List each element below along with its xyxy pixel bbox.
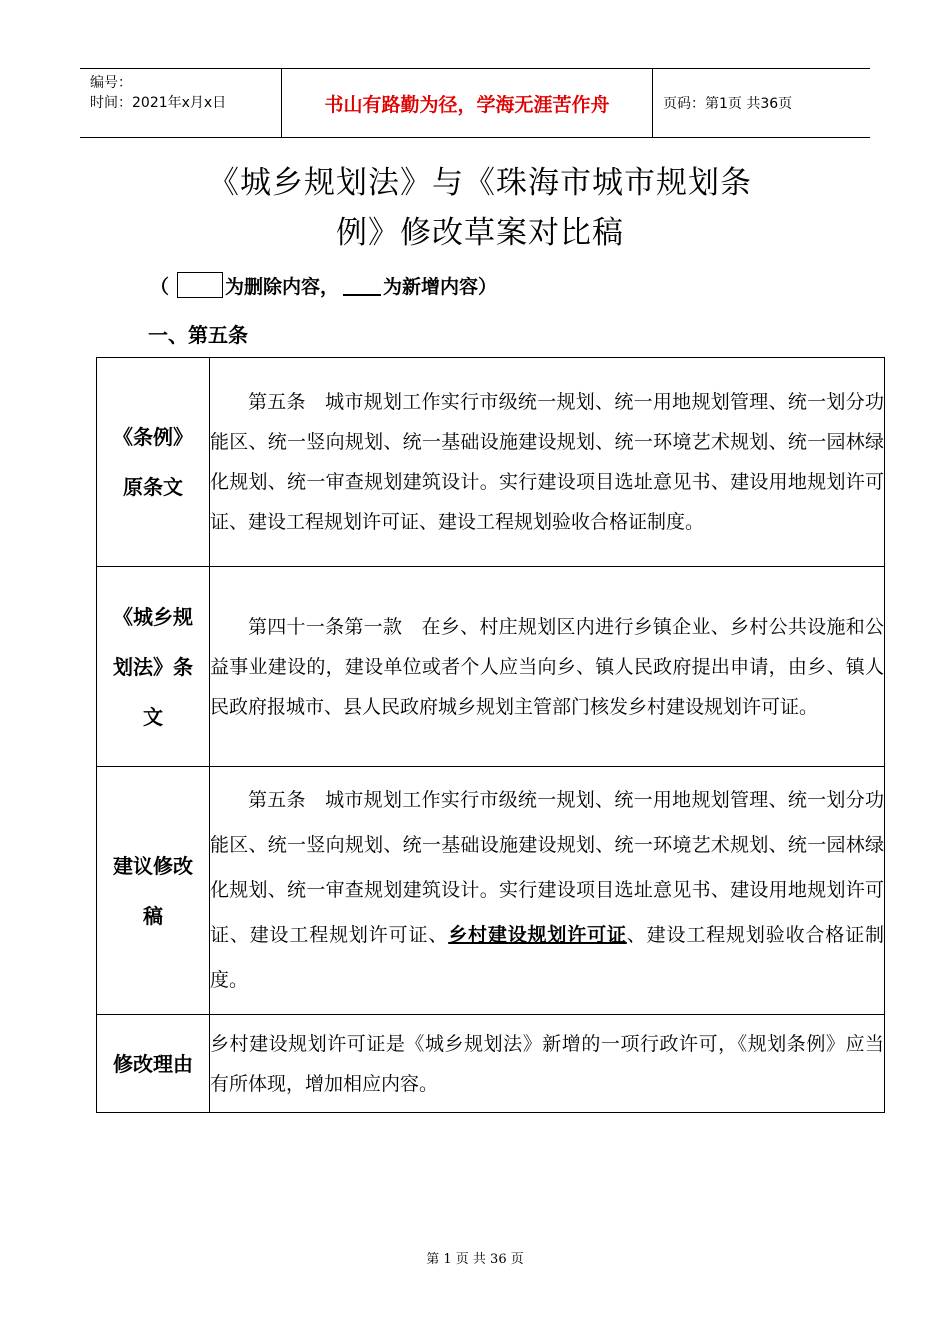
markup-legend xyxy=(150,272,497,298)
paragraph: 乡村建设规划许可证是《城乡规划法》新增的一项行政许可，《规划条例》应当有所体现，增加相应内容。 xyxy=(210,1032,884,1095)
header-page-info: 页码：第1页 共36页 xyxy=(663,96,793,112)
title-line-2: 例》修改草案对比稿 xyxy=(336,215,624,251)
legend-delete-text: 为删除内容， xyxy=(225,275,340,298)
document-number-label: 编号： xyxy=(90,75,132,91)
page-header xyxy=(80,68,870,138)
header-divider xyxy=(652,69,653,137)
insertion-underline-sample xyxy=(343,274,381,296)
legend-add-text: 为新增内容） xyxy=(383,275,498,298)
comparison-table xyxy=(96,357,885,1113)
legend-open-paren: （ xyxy=(150,275,170,298)
document-title xyxy=(100,158,860,258)
reason-text xyxy=(210,1015,885,1113)
header-motto: 书山有路勤为径，学海无涯苦作舟 xyxy=(324,93,610,116)
draft-text-before: 第五条 城市规划工作实行市级统一规划、统一用地规划管理、统一划分功能区、统一竖向规划、统一基础设施建设规划、统一环境艺术规划、统一园林绿化规划、统一审查规划建筑设计。实行建设项目选址意见书、建设用地规划许可证、建设工程规划许可证、 xyxy=(210,789,884,946)
page-footer: 第 1 页 共 36 页 xyxy=(426,1252,524,1267)
table-row xyxy=(97,567,885,767)
planning-law-text xyxy=(210,567,885,767)
table-row xyxy=(97,767,885,1015)
paragraph xyxy=(210,778,884,1003)
inserted-text: 乡村建设规划许可证 xyxy=(448,924,627,946)
document-time-label: 时间：2021年x月x日 xyxy=(90,95,227,111)
paragraph: 第五条 城市规划工作实行市级统一规划、统一用地规划管理、统一划分功能区、统一竖向规划、统一基础设施建设规划、统一环境艺术规划、统一园林绿化规划、统一审查规划建筑设计。实行建设项目选址意见书、建设用地规划许可证、建设工程规划许可证、建设工程规划验收合格证制度。 xyxy=(210,391,884,533)
row-label-text: 建议修改稿 xyxy=(113,853,193,928)
paragraph: 第四十一条第一款 在乡、村庄规划区内进行乡镇企业、乡村公共设施和公益事业建设的，建设单位或者个人应当向乡、镇人民政府提出申请，由乡、镇人民政府报城市、县人民政府城乡规划主管部门核发乡村建设规划许可证。 xyxy=(210,615,884,718)
draft-text-after: 、建设工程规划验收合格证制度。 xyxy=(210,924,884,991)
title-line-1: 《城乡规划法》与《珠海市城市规划条 xyxy=(208,165,752,201)
proposed-draft-text xyxy=(210,767,885,1015)
row-label-reason xyxy=(97,1015,210,1113)
row-label-planning-law xyxy=(97,567,210,767)
row-label-text: 《条例》原条文 xyxy=(113,425,193,499)
row-label-text: 修改理由 xyxy=(113,1051,193,1076)
row-label-proposed-draft xyxy=(97,767,210,1015)
row-label-text: 《城乡规划法》条文 xyxy=(113,604,193,729)
table-row xyxy=(97,1015,885,1113)
table-row xyxy=(97,358,885,567)
deletion-box-sample xyxy=(177,272,223,298)
original-regulation-text xyxy=(210,358,885,567)
header-meta xyxy=(90,73,226,113)
row-label-original-regulation xyxy=(97,358,210,567)
section-heading: 一、第五条 xyxy=(148,323,248,347)
